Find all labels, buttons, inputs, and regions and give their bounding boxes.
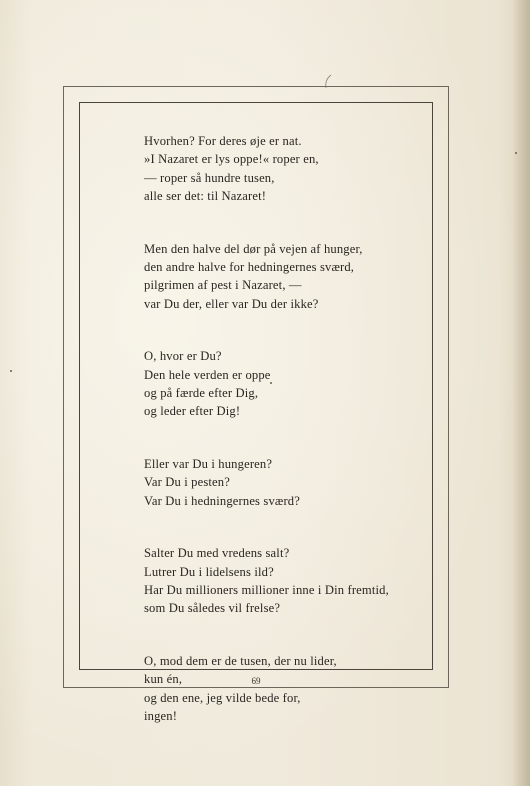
spine-shadow [512,0,530,786]
poem-line: O, hvor er Du? [144,349,222,364]
stanza-2 [144,240,430,313]
poem-line: Var Du i pesten? [144,475,230,490]
poem-line: Hvorhen? For deres øje er nat. [144,134,302,148]
poem-line: Eller var Du i hungeren? [144,457,273,472]
poem-text [144,132,430,760]
poem-line: Var Du i hedningernes sværd? [144,493,300,508]
stanza-1 [144,132,430,205]
poem-line: og leder efter Dig! [144,404,241,419]
poem-line: og på færde efter Dig, [144,385,259,400]
stanza-3 [144,347,430,420]
poem-line: og den ene, jeg vilde bede for, [144,690,301,705]
poem-line: O, mod dem er de tusen, der nu lider, [144,654,337,669]
stanza-5 [144,544,430,617]
poem-line: ingen! [144,709,178,724]
poem-line: den andre halve for hedningernes sværd, [144,259,355,274]
paper-speck [515,152,517,154]
poem-line: som Du således vil frelse? [144,601,281,616]
poem-line: Lutrer Du i lidelsens ild? [144,564,274,579]
poem-line: — roper så hundre tusen, [144,170,275,185]
poem-line: Men den halve del dør på vejen af hunger, [144,241,363,256]
poem-line: pilgrimen af pest i Nazaret, — [144,278,302,293]
page-number: 69 [251,676,261,686]
paper-speck [10,370,12,372]
paper-speck [270,382,272,384]
poem-line: Har Du millioners millioner inne i Din fremtid, [144,583,389,598]
poem-line: alle ser det: til Nazaret! [144,188,267,203]
poem-line: kun én, [144,672,183,687]
poem-line: var Du der, eller var Du der ikke? [144,296,319,311]
stanza-4 [144,455,430,510]
poem-line: »I Nazaret er lys oppe!« roper en, [144,152,319,167]
poem-line: Salter Du med vredens salt? [144,546,290,561]
stanza-6 [144,652,430,725]
poem-line: Den hele verden er oppe [144,367,271,382]
